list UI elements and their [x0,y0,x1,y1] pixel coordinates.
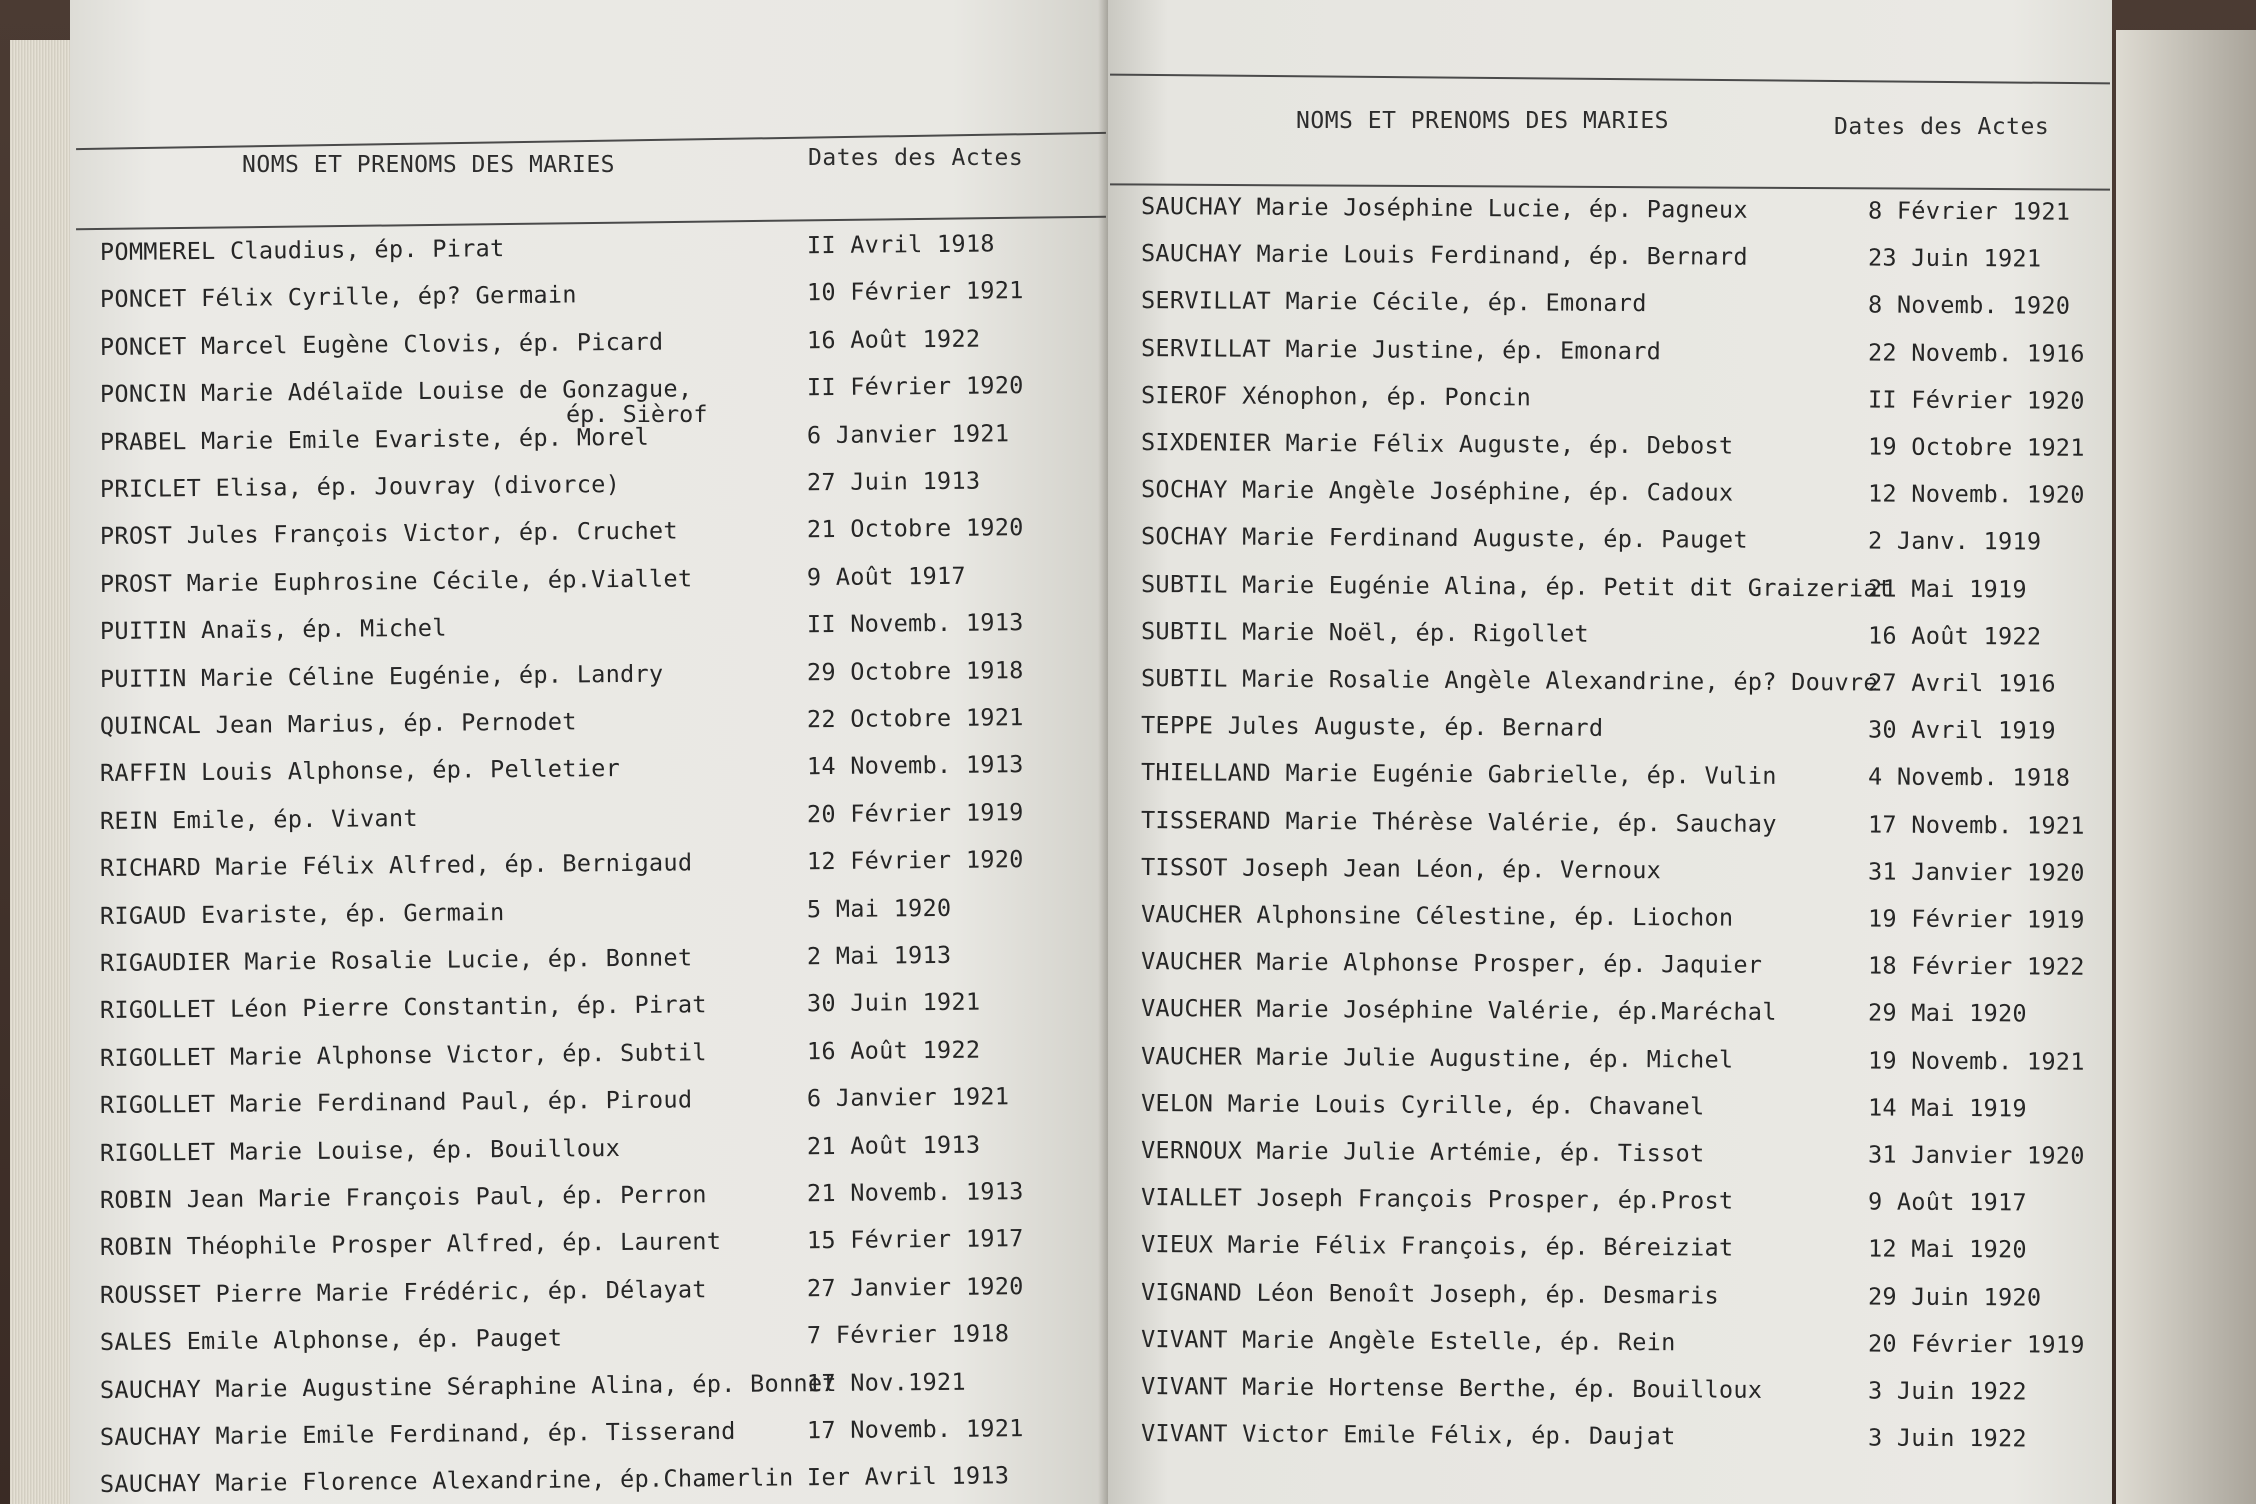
register-entry [1141,1042,2112,1082]
entry-names: RIGOLLET Marie Alphonse Victor, ép. Subtil [99,1037,707,1072]
entry-date: 20 Février 1919 [1867,1329,2085,1359]
entry-names: SERVILLAT Marie Justine, ép. Emonard [1140,333,1662,365]
entry-names: RAFFIN Louis Alphonse, ép. Pelletier [99,754,621,788]
entry-date: 27 Avril 1916 [1867,668,2056,698]
page-edges-right [2116,30,2256,1504]
entry-date: II Février 1920 [1867,385,2085,415]
entry-date: 31 Janvier 1920 [1867,1140,2085,1170]
register-entry [1141,853,2112,893]
entry-names: QUINCAL Jean Marius, ép. Pernodet [99,707,577,740]
register-entry [1141,994,2112,1034]
entry-names: VERNOUX Marie Julie Artémie, ép. Tissot [1140,1136,1705,1168]
entry-names: SAUCHAY Marie Joséphine Lucie, ép. Pagneux [1140,192,1748,224]
entry-date: 21 Novemb. 1913 [806,1177,1024,1208]
register-entry [1141,1325,2112,1365]
register-entry [100,939,1100,983]
register-entry [100,1176,1100,1220]
entry-names: THIELLAND Marie Eugénie Gabrielle, ép. Vulin [1140,758,1777,791]
header-bottom-rule [76,216,1106,231]
entry-names: TISSERAND Marie Thérèse Valérie, ép. Sauchay [1140,805,1777,838]
entry-date: 31 Janvier 1920 [1867,857,2085,887]
entry-date: 5 Mai 1920 [806,893,952,923]
entry-names: PROST Marie Euphrosine Cécile, ép.Viallet [99,564,693,598]
entry-date: 3 Juin 1922 [1867,1376,2028,1406]
entry-names: RIGOLLET Léon Pierre Constantin, ép. Pirat [99,990,707,1025]
entry-names: VIVANT Marie Angèle Estelle, ép. Rein [1140,1324,1676,1357]
register-entry [100,702,1100,746]
register-entry [1141,1136,2112,1176]
entry-date: 10 Février 1921 [806,276,1024,307]
entry-names: RIGOLLET Marie Louise, ép. Bouilloux [99,1133,621,1167]
register-entry [100,276,1100,320]
entry-names: SIEROF Xénophon, ép. Poncin [1140,380,1532,412]
entry-date: Ier Avril 1913 [806,1461,1010,1492]
register-entry [100,1224,1100,1268]
entry-date: 17 Novemb. 1921 [806,1414,1024,1445]
entry-date: 20 Février 1919 [806,797,1024,829]
entry-date: II Novemb. 1913 [806,608,1024,639]
entry-date: 8 Novemb. 1920 [1867,290,2071,321]
entry-names: PRABEL Marie Emile Evariste, ép. Morel [99,422,650,456]
register-entry [1141,1278,2112,1318]
dates-column-header: Dates des Actes [1834,114,2050,140]
entry-date: 17 Nov.1921 [806,1367,967,1397]
entry-names: SAUCHAY Marie Louis Ferdinand, ép. Bernard [1140,239,1748,271]
entry-date: 23 Juin 1921 [1867,243,2042,273]
entry-date: 14 Novemb. 1913 [806,750,1024,781]
entry-names: SAUCHAY Marie Florence Alexandrine, ép.Chamerlin [99,1463,794,1499]
entry-names: PONCET Félix Cyrille, ép? Germain [99,280,577,314]
register-entry [1141,711,2112,751]
entry-date: 4 Novemb. 1918 [1867,762,2071,793]
entry-date: 12 Février 1920 [806,845,1024,876]
entry-date: II Avril 1918 [806,229,995,260]
entry-date: 15 Février 1917 [806,1224,1024,1255]
entry-date: 16 Août 1922 [1867,621,2042,651]
entry-names: VIVANT Marie Hortense Berthe, ép. Bouilloux [1140,1372,1763,1404]
entry-names: SUBTIL Marie Eugénie Alina, ép. Petit dit Graizeriat [1140,569,1893,603]
entry-names: VAUCHER Marie Joséphine Valérie, ép.Maréchal [1140,994,1777,1027]
entry-date: 18 Février 1922 [1867,951,2085,981]
entry-date: 19 Octobre 1921 [1867,432,2085,462]
entry-date: 2 Janv. 1919 [1867,526,2042,556]
entry-names: SUBTIL Marie Noël, ép. Rigollet [1140,616,1590,648]
entry-names: PONCET Marcel Eugène Clovis, ép. Picard [99,327,664,361]
register-entry [1141,664,2112,704]
entry-names: ROBIN Jean Marie François Paul, ép. Perron [99,1180,707,1214]
register-entry [1141,334,2112,374]
entry-date: 9 Août 1917 [806,561,967,592]
entry-names: VELON Marie Louis Cyrille, ép. Chavanel [1140,1088,1705,1121]
entry-date: 29 Octobre 1918 [806,655,1024,686]
register-entry [100,228,1100,272]
entry-date: 7 Février 1918 [806,1319,1010,1350]
entry-date: 22 Novemb. 1916 [1867,338,2085,368]
left-page [70,0,1108,1504]
register-entry [1141,617,2112,657]
entry-names: VIGNAND Léon Benoît Joseph, ép. Desmaris [1140,1277,1720,1310]
entry-names: PRICLET Elisa, ép. Jouvray (divorce) [99,470,621,503]
entry-date: 8 Février 1921 [1867,196,2071,226]
register-entry [100,1319,1100,1363]
entry-names: VAUCHER Alphonsine Célestine, ép. Liochon [1140,900,1734,932]
entry-date: 27 Janvier 1920 [806,1271,1024,1303]
register-entry [1141,806,2112,846]
entry-date: 3 Juin 1922 [1867,1423,2028,1453]
register-entry [100,797,1100,841]
entry-names: SIXDENIER Marie Félix Auguste, ép. Debost [1140,428,1734,460]
entry-names: PUITIN Marie Céline Eugénie, ép. Landry [99,659,664,693]
dates-column-header: Dates des Actes [808,145,1024,171]
entry-names: VIALLET Joseph François Prosper, ép.Prost [1140,1183,1734,1215]
entry-names: TEPPE Jules Auguste, ép. Bernard [1140,711,1604,743]
header-bottom-rule [1110,183,2110,190]
register-entry [1141,1419,2112,1459]
entry-date: 12 Mai 1920 [1867,1234,2028,1264]
register-entry [100,608,1100,652]
register-entry [1141,947,2112,987]
register-entry [1141,239,2112,279]
entry-date: 6 Janvier 1921 [806,418,1010,449]
register-entry [1141,570,2112,610]
register-entry [100,323,1100,367]
entry-date: 6 Janvier 1921 [806,1082,1010,1113]
register-entry [100,1034,1100,1078]
entry-date: 27 Juin 1913 [806,466,981,497]
entry-names: PONCIN Marie Adélaïde Louise de Gonzague, [99,374,693,409]
entry-names: SALES Emile Alphonse, ép. Pauget [99,1323,563,1357]
entry-date: 21 Mai 1919 [1867,574,2028,604]
entry-names: VIVANT Victor Emile Félix, ép. Daujat [1140,1419,1676,1451]
header-top-rule [1110,74,2110,85]
register-entry [100,750,1100,794]
entry-date: 22 Octobre 1921 [806,703,1024,734]
register-entry [1141,428,2112,468]
register-entry [1141,1372,2112,1412]
names-column-header: NOMS ET PRENOMS DES MARIES [242,152,616,178]
register-entry [100,892,1100,936]
entry-date: 29 Juin 1920 [1867,1282,2042,1312]
right-page [1108,0,2112,1504]
entry-date: 30 Avril 1919 [1867,715,2056,745]
entry-names: TISSOT Joseph Jean Léon, ép. Vernoux [1140,852,1662,884]
entry-names: SOCHAY Marie Ferdinand Auguste, ép. Pauget [1140,522,1748,555]
register-entry [100,1271,1100,1315]
register-entry [100,1082,1100,1126]
entry-names: VIEUX Marie Félix François, ép. Béreiziat [1140,1230,1734,1263]
register-entry [1141,522,2112,562]
entry-date: 21 Octobre 1920 [806,513,1024,544]
entry-date: II Février 1920 [806,371,1024,402]
entry-names: RIGAUD Evariste, ép. Germain [99,897,505,930]
register-entry [1141,900,2112,940]
entry-date: 16 Août 1922 [806,324,981,355]
entry-names: RICHARD Marie Félix Alfred, ép. Bernigaud [99,848,693,883]
register-entry [1141,286,2112,326]
register-entry [100,1366,1100,1410]
register-entry [100,560,1100,604]
register-entry [1141,1230,2112,1270]
entry-names: PUITIN Anaïs, ép. Michel [99,613,447,646]
register-entry [1141,192,2112,232]
register-entry [100,1461,1100,1504]
continuation-note: ép. Sièrof [566,400,708,428]
names-column-header: NOMS ET PRENOMS DES MARIES [1296,108,1670,134]
register-entry [1141,475,2112,515]
register-entry [100,465,1100,509]
entry-date: 14 Mai 1919 [1867,1093,2028,1123]
entry-names: SAUCHAY Marie Emile Ferdinand, ép. Tisserand [99,1416,736,1451]
entry-date: 17 Novemb. 1921 [1867,810,2085,840]
entry-names: SERVILLAT Marie Cécile, ép. Emonard [1140,286,1647,318]
entry-names: VAUCHER Marie Alphonse Prosper, ép. Jaquier [1140,947,1763,979]
entry-names: POMMEREL Claudius, ép. Pirat [99,234,505,266]
register-entry [100,987,1100,1031]
register-entry [1141,381,2112,421]
entry-names: RIGAUDIER Marie Rosalie Lucie, ép. Bonnet [99,943,693,977]
register-entry [1141,1183,2112,1223]
entry-names: SAUCHAY Marie Augustine Séraphine Alina, ép. Bonnet [99,1368,837,1404]
entry-names: ROUSSET Pierre Marie Frédéric, ép. Délayat [99,1274,707,1309]
entry-date: 9 Août 1917 [1867,1187,2028,1217]
register-entry [100,1413,1100,1457]
entry-date: 12 Novemb. 1920 [1867,479,2085,509]
entry-names: VAUCHER Marie Julie Augustine, ép. Michel [1140,1041,1734,1074]
entry-names: RIGOLLET Marie Ferdinand Paul, ép. Piroud [99,1085,693,1120]
entry-date: 19 Novemb. 1921 [1867,1046,2085,1076]
entry-names: REIN Emile, ép. Vivant [99,803,418,835]
entry-date: 21 Août 1913 [806,1130,981,1160]
entry-date: 16 Août 1922 [806,1035,981,1066]
register-entry [1141,758,2112,798]
entry-date: 30 Juin 1921 [806,987,981,1018]
entry-names: SOCHAY Marie Angèle Joséphine, ép. Cadoux [1140,475,1734,507]
register-entry [100,845,1100,889]
entry-date: 29 Mai 1920 [1867,998,2028,1028]
entry-names: ROBIN Théophile Prosper Alfred, ép. Laurent [99,1227,722,1262]
register-entry [1141,1089,2112,1129]
entry-names: PROST Jules François Victor, ép. Cruchet [99,516,679,551]
entry-date: 19 Février 1919 [1867,904,2085,934]
register-entry [100,655,1100,699]
entry-date: 2 Mai 1913 [806,940,952,971]
register-entry [100,513,1100,557]
register-entry [100,1129,1100,1173]
entry-names: SUBTIL Marie Rosalie Angèle Alexandrine, ép? Douvre [1140,664,1878,697]
